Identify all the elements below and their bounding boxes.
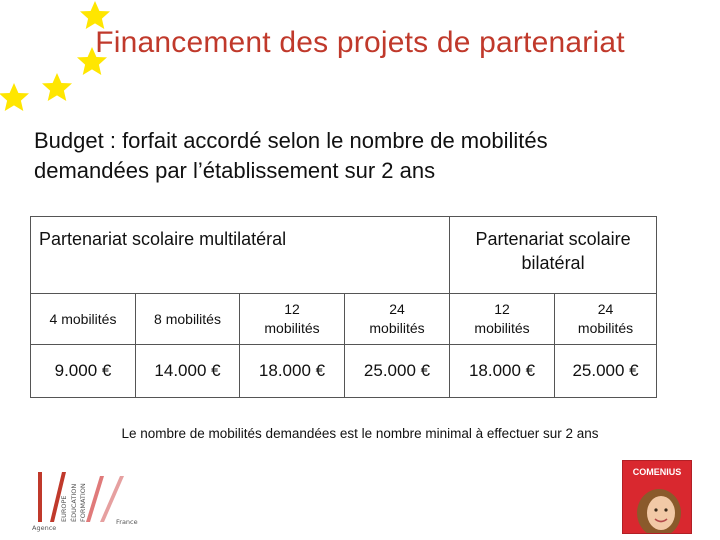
footnote: Le nombre de mobilités demandées est le nombre minimal à effectuer sur 2 ans (121, 426, 599, 441)
mobility-cell: 12 mobilités (240, 294, 345, 345)
star-icon (0, 83, 29, 111)
header-multilateral: Partenariat scolaire multilatéral (31, 217, 450, 294)
header-bilateral (450, 217, 657, 294)
mobility-cell: 4 mobilités (31, 294, 136, 345)
mobility-cell: 24 mobilités (555, 294, 657, 345)
table-header-row (31, 217, 657, 294)
amount-cell: 25.000 € (345, 345, 450, 398)
page-title: Financement des projets de partenariat (95, 26, 625, 59)
mobility-cell: 12 mobilités (450, 294, 555, 345)
comenius-label: COMENIUS (632, 467, 682, 477)
star-icon (42, 73, 72, 101)
svg-text:FORMATION: FORMATION (79, 483, 87, 522)
mobility-cell: 8 mobilités (136, 294, 240, 345)
amount-cell: 14.000 € (136, 345, 240, 398)
star-icon (80, 1, 110, 29)
comenius-logo (622, 460, 692, 534)
svg-text:ÉDUCATION: ÉDUCATION (70, 483, 78, 522)
svg-text:EUROPE: EUROPE (60, 495, 68, 522)
amount-cell: 18.000 € (240, 345, 345, 398)
budget-description-line1: Budget : forfait accordé selon le nombre de mobilités (34, 128, 548, 153)
eu-stars-decoration (0, 0, 130, 120)
amount-cell: 9.000 € (31, 345, 136, 398)
amounts-row (31, 345, 657, 398)
header-bilateral-line2: bilatéral (521, 253, 585, 273)
agence-logo (30, 466, 142, 532)
budget-description (34, 126, 694, 186)
amount-cell: 18.000 € (450, 345, 555, 398)
budget-table (30, 216, 657, 398)
svg-text:Agence: Agence (32, 524, 57, 532)
budget-description-line2: demandées par l’établissement sur 2 ans (34, 158, 436, 183)
mobilities-row (31, 294, 657, 345)
svg-text:France: France (116, 518, 138, 526)
amount-cell: 25.000 € (555, 345, 657, 398)
header-bilateral-line1: Partenariat scolaire (475, 229, 631, 249)
mobility-cell: 24 mobilités (345, 294, 450, 345)
